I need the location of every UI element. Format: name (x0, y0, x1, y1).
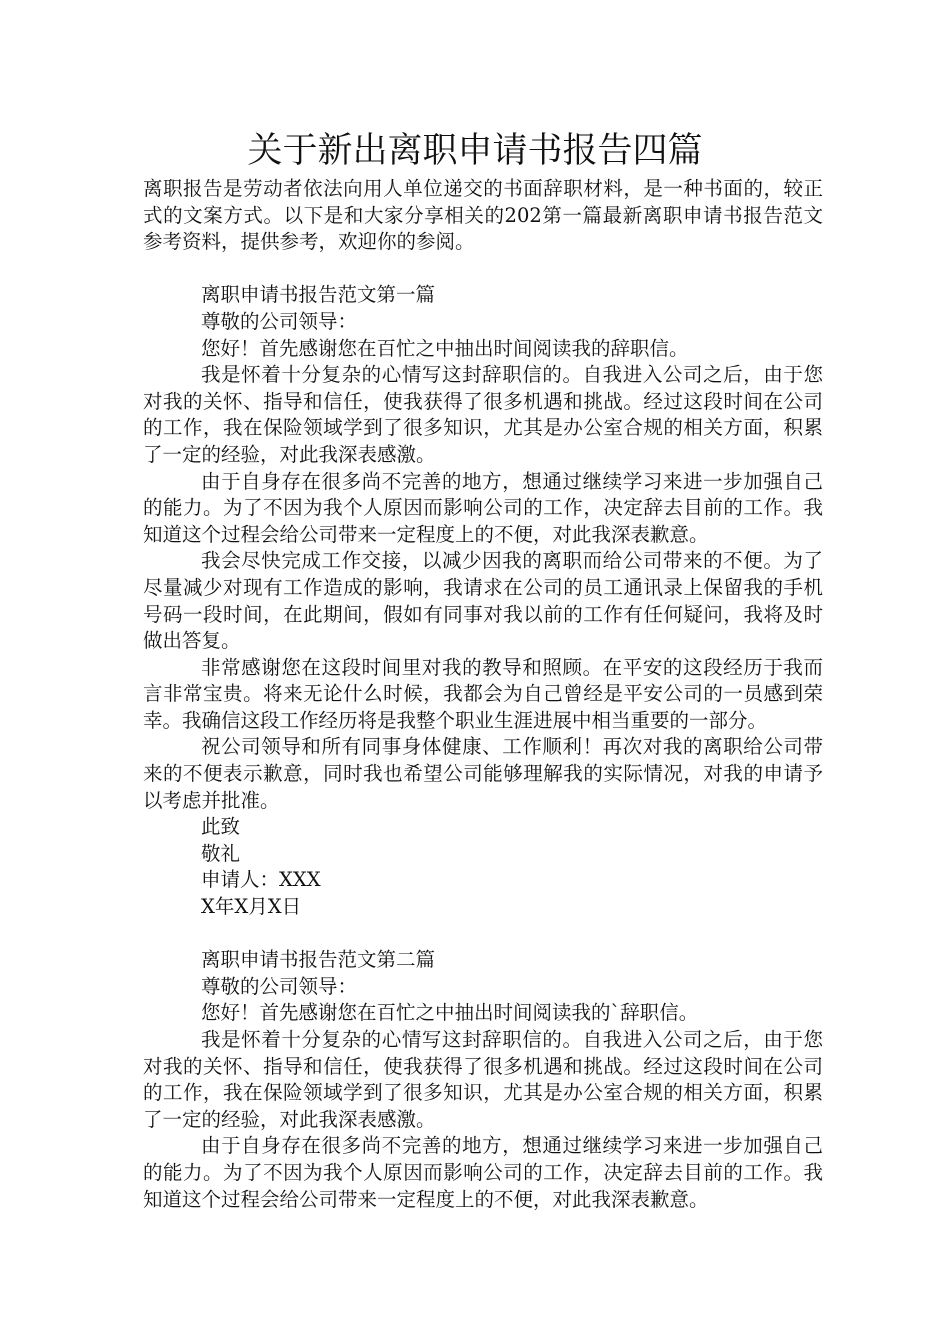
section1-paragraph: 非常感谢您在这段时间里对我的教导和照顾。在平安的这段经历于我而言非常宝贵。将来无论什么时候，我都会为自己曾经是平安公司的一员感到荣幸。我确信这段工作经历将是我整个职业生涯进展中相当重要的一部分。 (143, 655, 823, 732)
section2-salutation: 尊敬的公司领导： (201, 974, 358, 998)
document-title: 关于新出离职申请书报告四篇 (247, 131, 703, 171)
section1-regards: 敬礼 (201, 841, 241, 865)
section1-applicant: 申请人：XXX (201, 868, 321, 892)
document-body (143, 176, 823, 1213)
section1-paragraph: 祝公司领导和所有同事身体健康、工作顺利！再次对我的离职给公司带来的不便表示歉意，同时我也希望公司能够理解我的实际情况，对我的申请予以考虑并批准。 (143, 735, 823, 812)
intro-paragraph: 离职报告是劳动者依法向用人单位递交的书面辞职材料，是一种书面的，较正式的文案方式。以下是和大家分享相关的202第一篇最新离职申请书报告范文参考资料，提供参考，欢迎你的参阅。 (143, 177, 823, 254)
section1-salutation: 尊敬的公司领导： (201, 309, 358, 333)
section1-date: X年X月X日 (201, 895, 302, 919)
section1-closing: 此致 (201, 815, 241, 839)
section1-paragraph: 您好！首先感谢您在百忙之中抽出时间阅读我的辞职信。 (201, 336, 689, 360)
section2-paragraph: 您好！首先感谢您在百忙之中抽出时间阅读我的`辞职信。 (201, 1001, 699, 1025)
section1-heading: 离职申请书报告范文第一篇 (201, 283, 436, 307)
section1-paragraph: 我会尽快完成工作交接，以减少因我的离职而给公司带来的不便。为了尽量减少对现有工作造成的影响，我请求在公司的员工通讯录上保留我的手机号码一段时间，在此期间，假如有同事对我以前的工作有任何疑问，我将及时做出答复。 (143, 549, 823, 653)
section1-paragraph: 我是怀着十分复杂的心情写这封辞职信的。自我进入公司之后，由于您对我的关怀、指导和信任，使我获得了很多机遇和挑战。经过这段时间在公司的工作，我在保险领域学到了很多知识，尤其是办公室合规的相关方面，积累了一定的经验，对此我深表感激。 (143, 363, 823, 466)
section1-paragraph: 由于自身存在很多尚不完善的地方，想通过继续学习来进一步加强自己的能力。为了不因为我个人原因而影响公司的工作，决定辞去目前的工作。我知道这个过程会给公司带来一定程度上的不便，对此我深表歉意。 (143, 469, 823, 546)
blank-line (143, 921, 823, 948)
blank-line (143, 256, 823, 283)
section2-paragraph: 由于自身存在很多尚不完善的地方，想通过继续学习来进一步加强自己的能力。为了不因为我个人原因而影响公司的工作，决定辞去目前的工作。我知道这个过程会给公司带来一定程度上的不便，对此我深表歉意。 (143, 1134, 823, 1211)
section2-heading: 离职申请书报告范文第二篇 (201, 948, 436, 972)
section2-paragraph: 我是怀着十分复杂的心情写这封辞职信的。自我进入公司之后，由于您对我的关怀、指导和信任，使我获得了很多机遇和挑战。经过这段时间在公司的工作，我在保险领域学到了很多知识，尤其是办公室合规的相关方面，积累了一定的经验，对此我深表感激。 (143, 1028, 823, 1131)
